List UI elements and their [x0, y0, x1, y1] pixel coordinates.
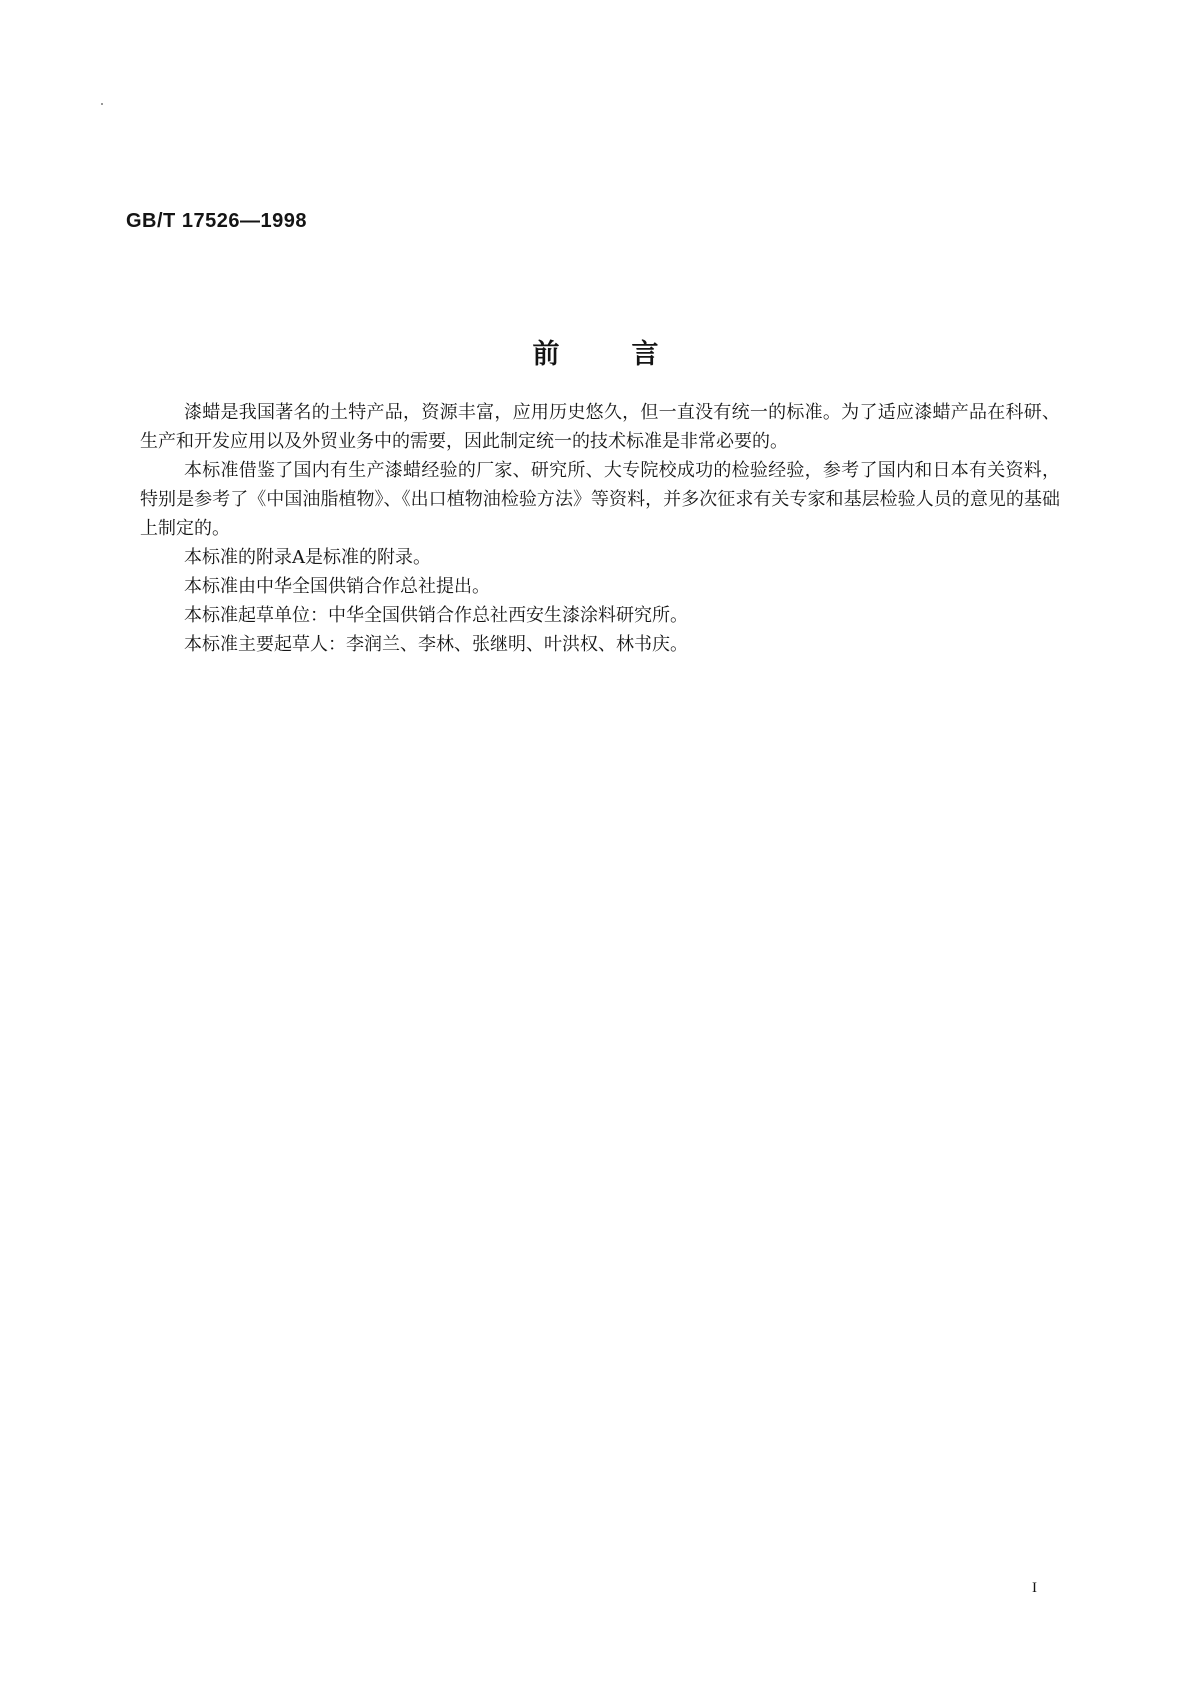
- page-title: 前言: [532, 339, 731, 370]
- paragraph-drafting-unit: 本标准起草单位：中华全国供销合作总社西安生漆涂料研究所。: [184, 605, 688, 626]
- foreword-body: [140, 398, 1060, 659]
- page-number: I: [1032, 1580, 1037, 1596]
- paragraph-drafters: 本标准主要起草人：李润兰、李林、张继明、叶洪权、林书庆。: [184, 634, 688, 655]
- scan-speck: [101, 103, 103, 105]
- paragraph-proposer: 本标准由中华全国供销合作总社提出。: [184, 576, 490, 597]
- paragraph-basis: 本标准借鉴了国内有生产漆蜡经验的厂家、研究所、大专院校成功的检验经验，参考了国内和日本有关资料，特别是参考了《中国油脂植物》、《出口植物油检验方法》等资料，并多次征求有关专家和基层检验人员的意见的基础上制定的。: [140, 460, 1060, 539]
- paragraph-background: 漆蜡是我国著名的土特产品，资源丰富，应用历史悠久，但一直没有统一的标准。为了适应漆蜡产品在科研、生产和开发应用以及外贸业务中的需要，因此制定统一的技术标准是非常必要的。: [140, 402, 1060, 452]
- standard-code: GB/T 17526—1998: [126, 210, 307, 232]
- paragraph-appendix: 本标准的附录A是标准的附录。: [184, 547, 431, 568]
